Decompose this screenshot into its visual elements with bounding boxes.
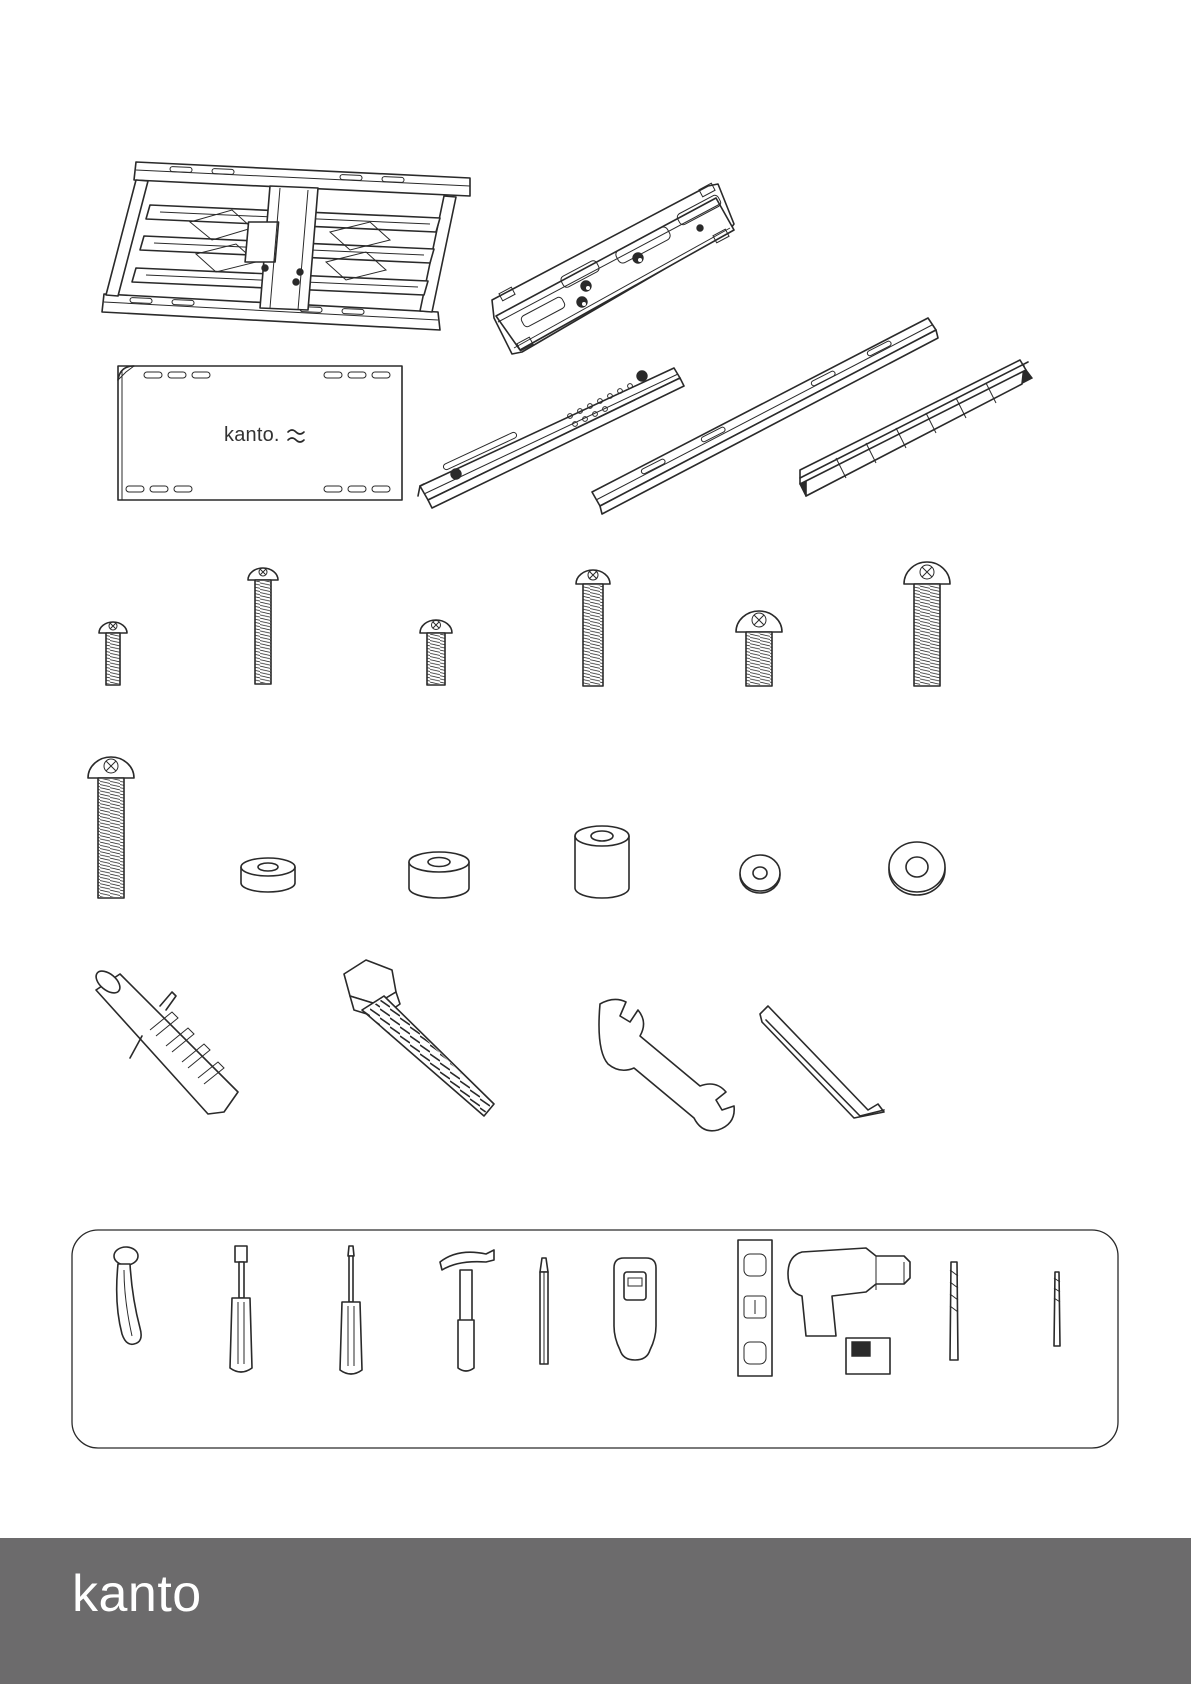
screw-medium-long (576, 570, 610, 686)
tool-drill-bit-large (950, 1262, 958, 1360)
spacer-tall (575, 826, 629, 898)
tool-level (738, 1240, 772, 1376)
screw-medium-short (420, 620, 452, 685)
tool-nut-driver (230, 1246, 252, 1372)
footer-brand-logo: kanto (72, 1565, 202, 1623)
lag-bolt (344, 960, 494, 1116)
tool-socket-wrench (114, 1247, 141, 1344)
wall-arm-assembly (102, 162, 470, 330)
tool-hammer (440, 1250, 494, 1371)
screw-large-short (736, 611, 782, 686)
screw-xl-long (88, 757, 134, 898)
template-brand-logo: kanto. (224, 424, 280, 446)
tv-adapter-bracket (492, 183, 734, 354)
hex-key (760, 1006, 884, 1118)
washer-large (889, 842, 945, 895)
tools-box (72, 1230, 1118, 1448)
tool-pencil (540, 1258, 548, 1364)
tool-drill-bit-small (1054, 1272, 1060, 1346)
tool-stud-finder (614, 1258, 656, 1360)
tool-power-drill (788, 1248, 910, 1374)
wall-anchor (92, 967, 238, 1114)
screw-large-long (904, 562, 950, 686)
screw-small-short (99, 622, 127, 685)
spacer-medium (409, 852, 469, 898)
footer-bar (0, 1538, 1191, 1684)
tool-phillips-screwdriver (340, 1246, 362, 1374)
vertical-rail-long (592, 318, 938, 514)
screw-small-long (248, 568, 278, 684)
spacer-thin (241, 858, 295, 892)
wrench (599, 999, 734, 1130)
washer-small (740, 855, 780, 893)
